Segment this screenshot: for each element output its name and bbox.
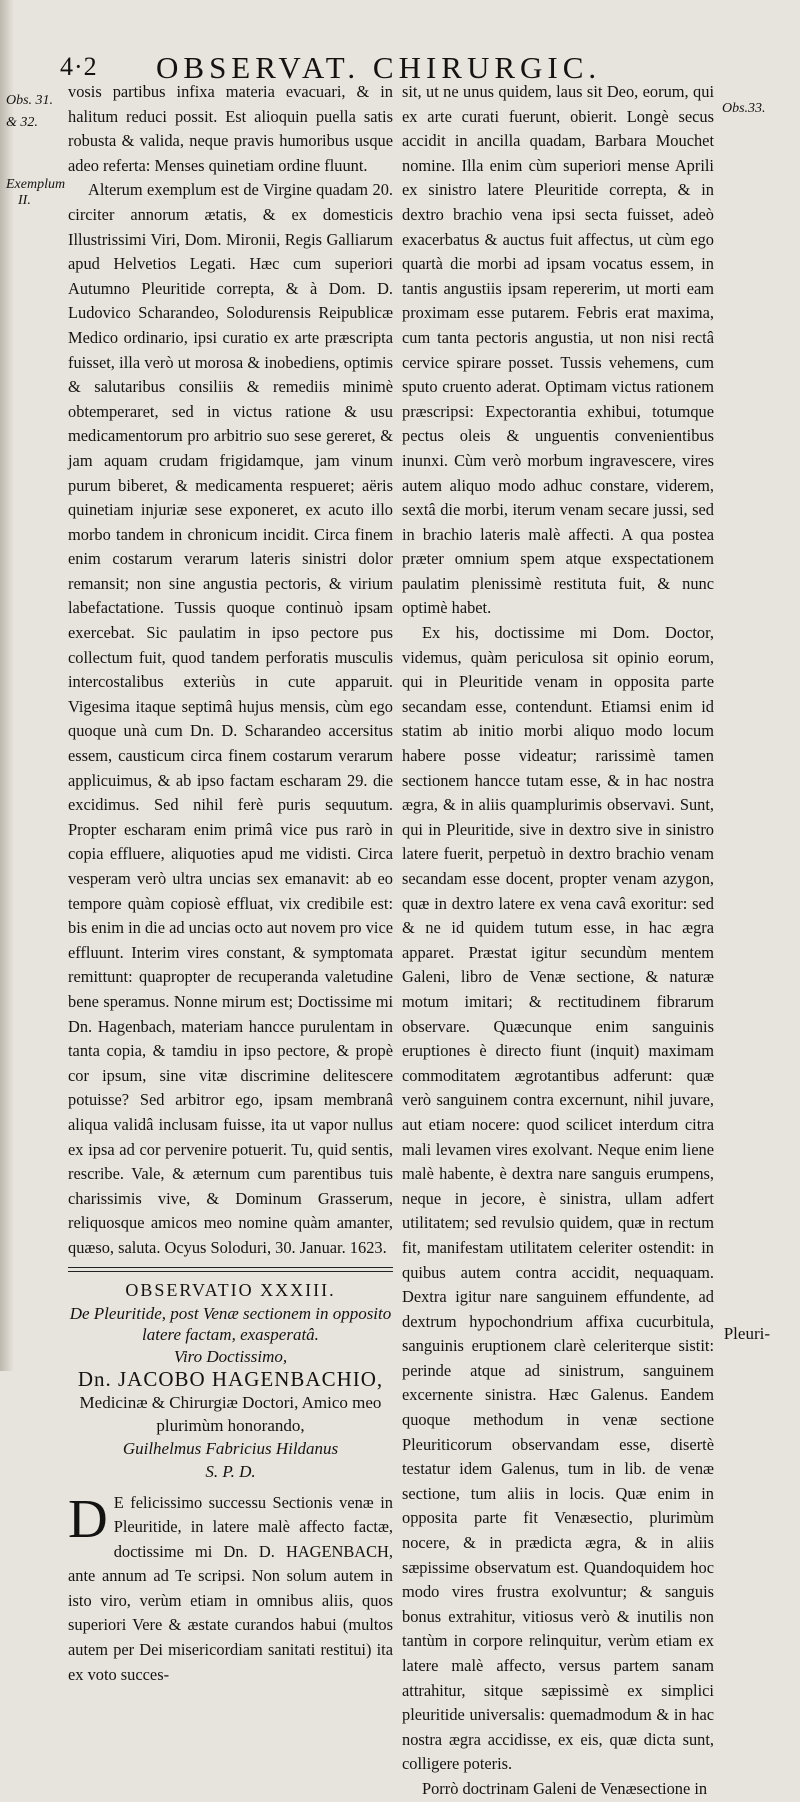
dedication-author: Guilhelmus Fabricius Hildanus — [122, 1438, 339, 1458]
dedication-line-3: Medicinæ & Chirurgiæ Doctori, Amico meo plurimùm honorando, — [79, 1392, 382, 1435]
right-paragraph-2: Ex his, doctissime mi Dom. Doctor, videmus, quàm periculosa sit opinio eorum, qui in Pleuritide venam in opposita parte secandam esse, contendunt. Etiamsi enim id statim ab initio morbi aliquo modo locum habere posse videatur; rarissimè tamen sectionem hancce tutam esse, & in hac nostra ægra, & in aliis quamplurimis observavi. Sunt, qui in Pleuritide, sive in dextro sive in sinistro latere fuerit, perpetuò in dextro brachio venam secandam esse docent, propter venam azygon, quæ in dextro latere ex vena cavâ exoritur: sed & ne id quidem tutum esse, in hac ægra apparet. Præstat igitur secundùm mentem Galeni, libro de Venæ sectione, & naturæ motum imitari; & rectitudinem fibrarum observare. Quæcunque enim sanguinis eruptiones è directo fiunt (inquit) maximam commoditatem ægrotantibus adferunt: quæ verò sanguinem contra excernunt, nihil juvare, aut etiam nocere: quod scilicet interdum citra mali levamen vires exolvant. Neque enim liene malè habente, è dextra nare sanguis erumpens, neque in jecore, è sinistra, ullam adfert utilitatem; sed revulsio quidem, quæ in rectum fit, manifestam utilitatem celeriter ostendit: in quibus autem contra accidit, nequaquam. Dextra igitur nare sanguinem effundente, ad dextrum hypochondrium affixa cucurbitula, sanguinis eruptionem clarè celeriterque sistit: perinde atque ad sinistrum, sanguinem excernente sinistra. Hæc Galenus. Eandem quoque methodum in venæ sectione Pleuriticorum observandam esse, disertè testatur idem Galenus, tum in lib. de venæ sectione, tum aliis in locis. Quæ enim in opposita parte fit Venæsectio, plurimùm nocere, & in prædicta ægra, & in aliis sæpissime observatum est. Quandoquidem hoc modo vires frustra exolvuntur; & sanguis bonus extrahitur, vitiosus verò & inutilis non tantùm in corpore relinquitur, verùm etiam ex latere malè affecto, versus partem sanam attrahitur, sitque sæpissimè ex simplici pleuritide universalis: quemadmodum & in hac nostra ægra accidisse, ex eis, quæ dicta sunt, colligere poteris. — [402, 623, 714, 1774]
right-column — [402, 80, 714, 1802]
dedication-line-1: Viro Doctissimo, — [173, 1346, 288, 1366]
drop-cap: D — [68, 1487, 108, 1549]
dedication-greeting: S. P. D. — [205, 1461, 256, 1481]
page-number: 4·2 — [60, 52, 98, 81]
margin-note-obs-32: & 32. — [6, 115, 38, 130]
left-paragraph-2: Alterum exemplum est de Virgine quadam 20. circiter annorum ætatis, & ex domesticis Illustrissimi Viri, Dom. Mironii, Regis Galliarum apud Helvetios Legati. Hæc cum superiori Autumno Pleuritide correpta, & à Dom. D. Ludovico Scharandeo, Solodurensis Reipublicæ Medico ordinario, ipsi curatio ex arte præscripta fuisset, illa verò ut morosa & inobediens, optimis & salutaribus consiliis & remediis minimè obtemperaret, sed in victus ratione & usu medicamentorum pro arbitrio suo sese gereret, & jam aquam crudam frigidamque, jam vinum purum biberet, & medicamenta respueret; aëris quinetiam injuriæ sese exponeret, ex acuto illo morbo tandem in chronicum incidit. Circa finem enim costarum verarum lateris sinistri dolor remansit; non sine angustia pectoris, & virium labefactatione. Tussis quoque continuò ipsam exercebat. Sic paulatim in ipso pectore pus collectum fuit, quod tandem perforatis musculis intercostalibus exteriùs in cute apparuit. Vigesima itaque septimâ hujus mensis, cùm ego quoque unà cum Dn. D. Scharandeo accersitus essem, causticum circa finem costarum verarum applicuimus, & ab ipso factam escharam 29. die excidimus. Sed nihil ferè puris sequutum. Propter escharam enim primâ vice pus rarò in copia effluere, aliquoties apud me vidisti. Circa vesperam verò ultra uncias sex emanavit: ab eo tempore quàm copiosè effluat, vix credibile est: bis enim in die ad uncias octo aut novem pro vice effluunt. Interim vires constant, & symptomata remittunt: quapropter de recuperanda valetudine bene speramus. Nonne mirum est; Doctissime mi Dn. Hagenbach, materiam hancce purulentam in tanta copia, & tamdiu in ipso pectore, & propè cor ipsum, sine vitæ discrimine delitescere potuisse? Sed arbitror ego, ipsam membranâ aliqua validâ inclusam fuisse, ita ut vapor nullus ex ipsa ad cor pervenire potuerit. Tu, quid sentis, rescribe. Vale, & æternum cum parentibus tuis charissimis vive, & Dominum Grasserum, reliquosque amicos meo nomine quàm amanter, quæso, saluta. Ocyus Soloduri, 30. Januar. 1623. — [68, 180, 393, 1257]
margin-note-obs-33: Obs.33. — [722, 101, 766, 116]
left-column — [68, 80, 393, 1687]
running-title: OBSERVAT. CHIRURGIC. — [156, 50, 602, 85]
margin-note-exemplum: Exemplum — [6, 177, 66, 192]
observation-subtitle: De Pleuritide, post Venæ sectionem in opposito latere factam, exasperatâ. — [69, 1303, 392, 1344]
scan-edge — [0, 0, 14, 1371]
left-paragraph-1: vosis partibus infixa materia evacuari, & in halitum reduci possit. Est alioquin puella satis robusta & valida, neque pravis humoribus usque adeo referta: Menses quinetiam ordine fluunt. — [68, 82, 393, 175]
observation-title: OBSERVATIO XXXIII. — [125, 1279, 336, 1300]
margin-note-obs-31: Obs. 31. — [6, 93, 54, 108]
margin-note-exemplum-number: II. — [18, 193, 31, 208]
letter-opening — [68, 1487, 393, 1688]
catchword: Pleuri- — [723, 1324, 770, 1343]
section-rule — [68, 1267, 393, 1272]
dedication-recipient: Dn. JACOBO HAGENBACHIO, — [77, 1366, 384, 1391]
letter-text: E felicissimo successu Sectionis venæ in Pleuritide, in latere malè affecto factæ, doctissime mi Dn. D. HAGENBACH, ante annum ad Te scripsi. Non solum autem in isto viro, verùm etiam in omnibus aliis, quos superiori Vere & æstate curandos habui (multos autem per Dei misericordiam sanitati restitui) ita ex voto succes- — [68, 1492, 393, 1684]
right-paragraph-1: sit, ut ne unus quidem, laus sit Deo, eorum, qui ex arte curati fuerunt, obierit. Longè secus accidit in ancilla quadam, Barbara Mouchet nomine. Illa enim cùm superiori mense Aprili ex sinistro latere Pleuritide correpta, & in dextro brachio vena ipsi secta fuisset, adeò exacerbatus & auctus fuit affectus, ut cùm ego quartà die morbi ad ipsam vocatus essem, in tantis angustiis ipsam repererim, ut morti eam proximam esse putarem. Febris erat maxima, cum tanta pectoris angustia, ut non nisi rectâ cervice spirare posset. Tussis vehemens, cum sputo cruento aderat. Optimam victus rationem præscripsi: Expectorantia exhibui, totumque pectus oleis & unguentis convenientibus inunxi. Cùm verò morbum ingravescere, vires autem aliquo modo adhuc constare, viderem, sextâ die morbi, iterum venam secare jussi, sed in brachio lateris malè affecti. A qua postea præter omnium spem atque exspectationem paulatim plenissimè restituta fuit, & nunc optimè habet. — [402, 82, 714, 618]
right-paragraph-3: Porrò doctrinam Galeni de Venæsectione in — [422, 1778, 708, 1798]
